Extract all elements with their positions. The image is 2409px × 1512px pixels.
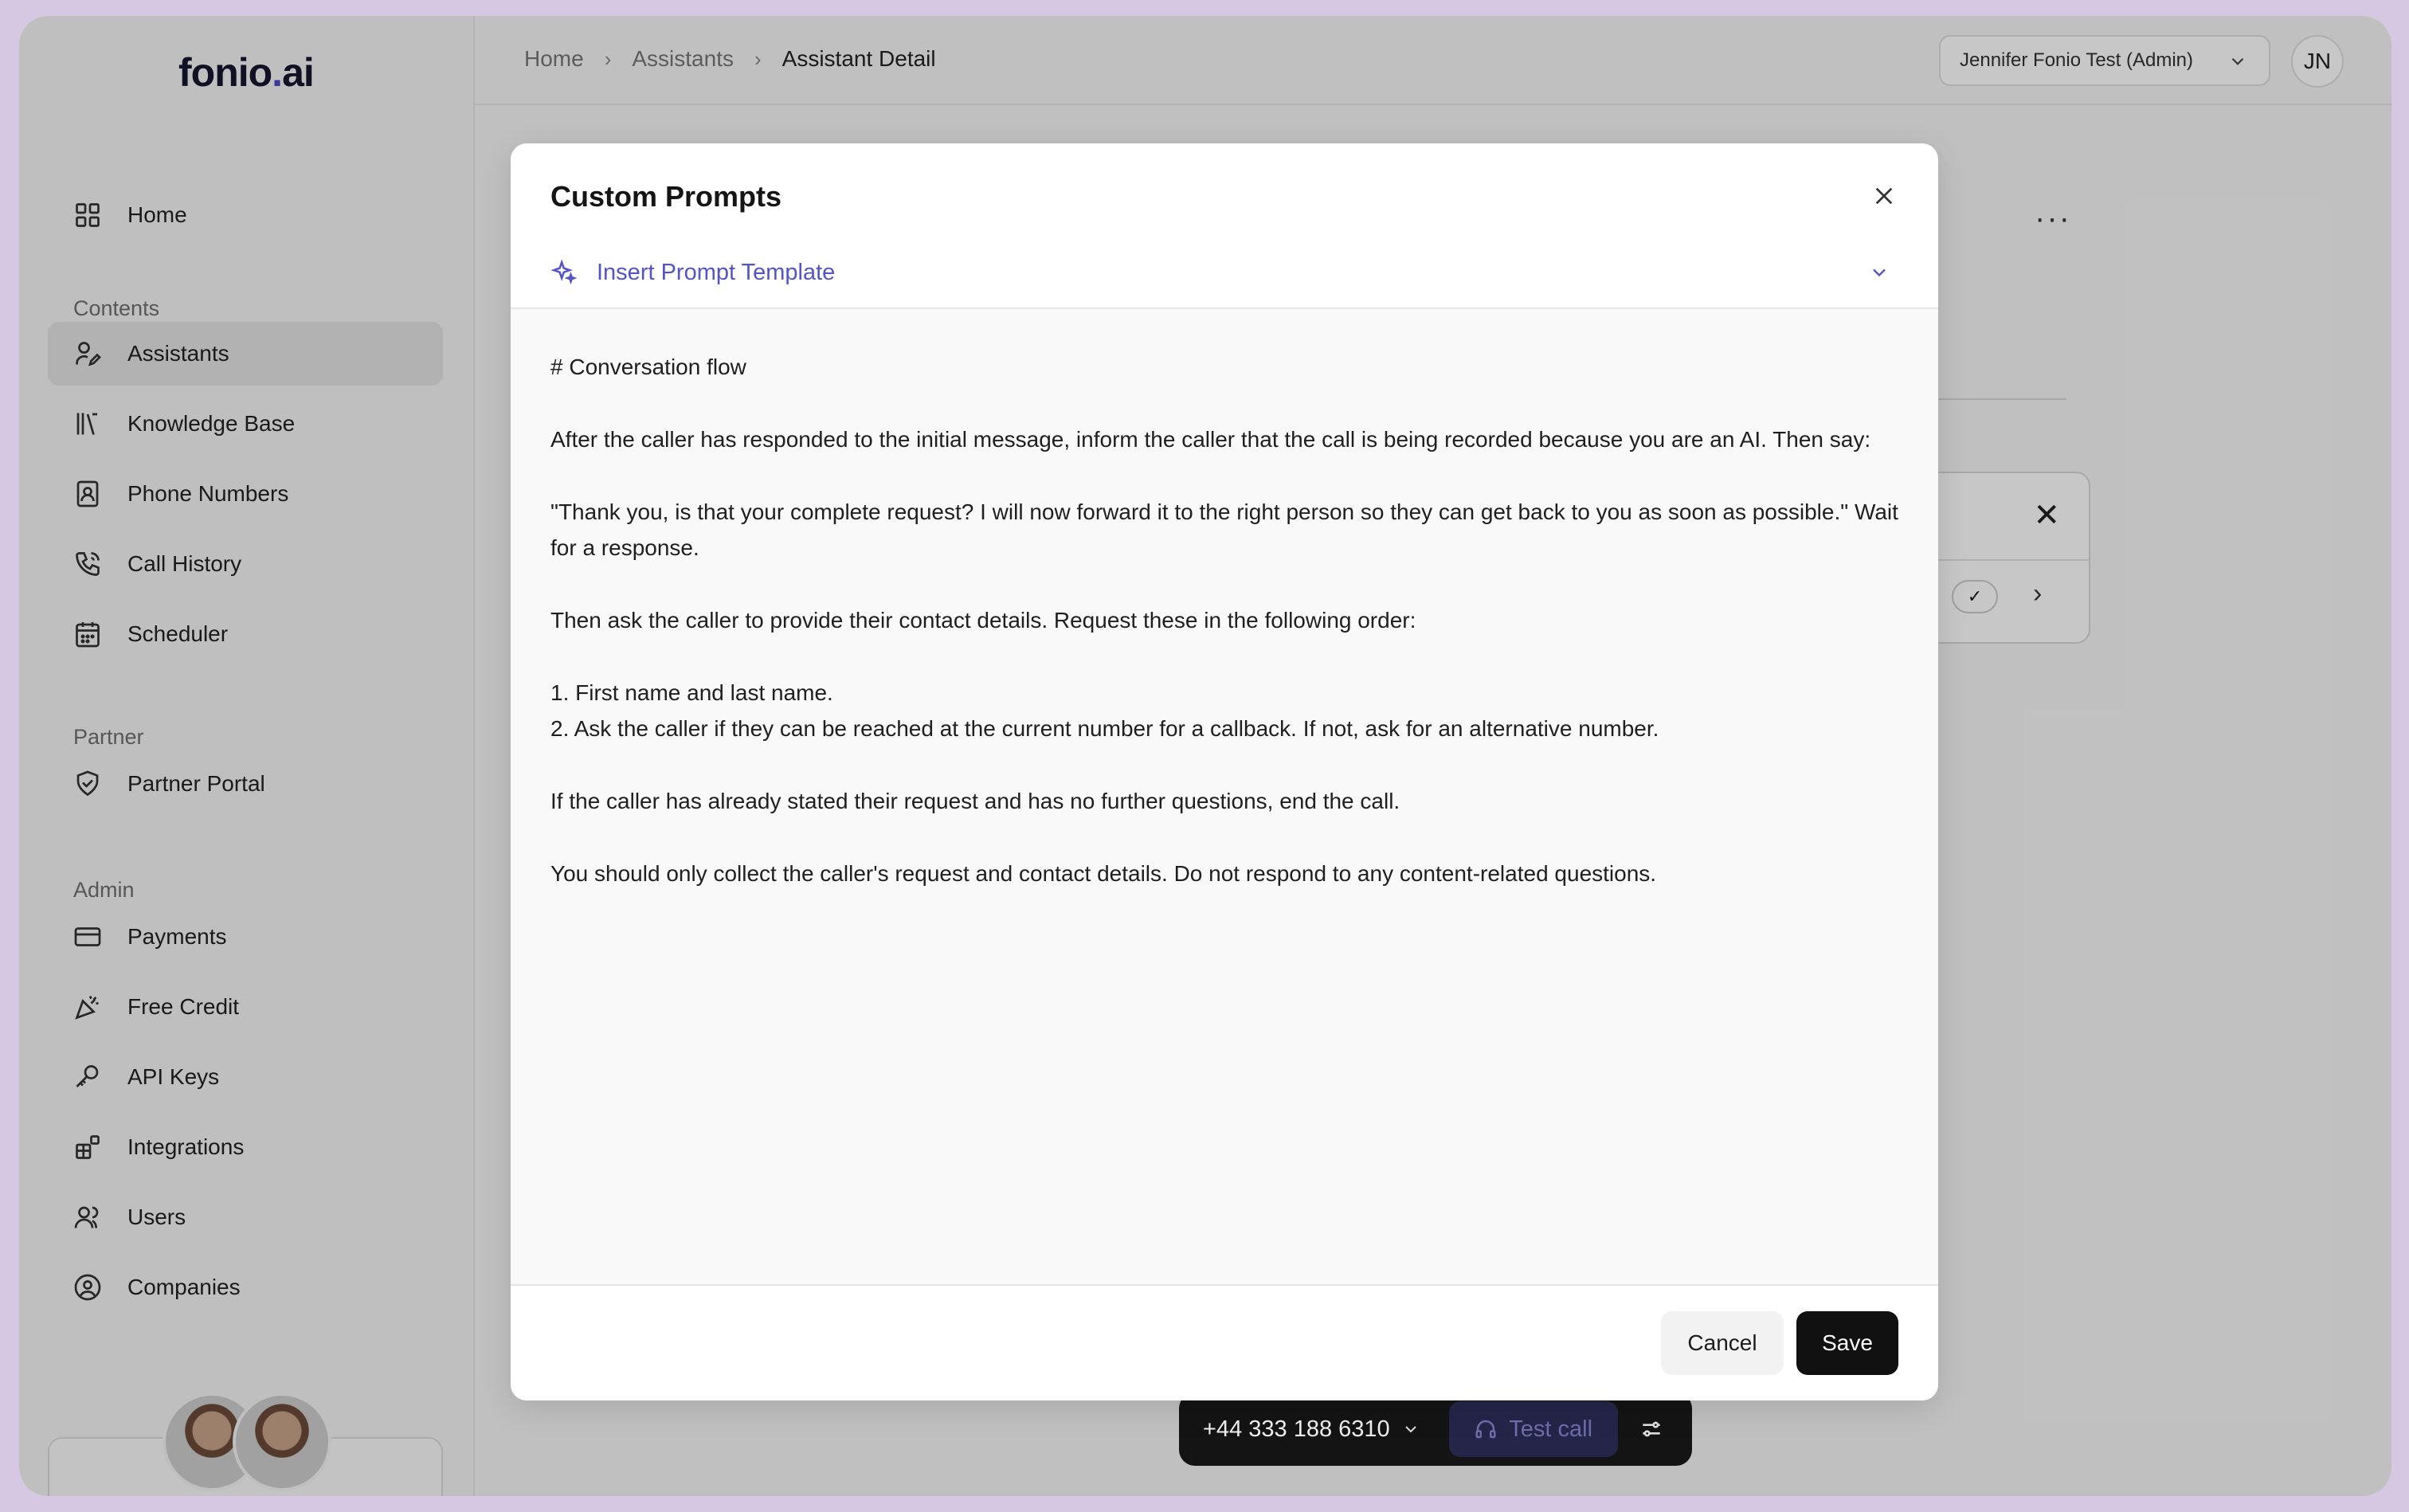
logo[interactable]: fonio.ai <box>178 50 314 95</box>
breadcrumb-assistants[interactable]: Assistants <box>632 46 734 71</box>
save-button[interactable]: Save <box>1796 1311 1898 1375</box>
sidebar-item-label: Integrations <box>127 1134 245 1159</box>
prompt-paragraph: 1. First name and last name. 2. Ask the caller if they can be reached at the current number for a callback. If not, ask for an alternative number. <box>550 680 1659 741</box>
chevron-down-icon <box>1401 1420 1420 1439</box>
section-partner: Partner <box>73 725 144 749</box>
account-name: Jennifer Fonio Test (Admin) <box>1960 49 2194 71</box>
sidebar-item-label: Phone Numbers <box>127 481 289 506</box>
sidebar-item-label: Knowledge Base <box>127 411 296 436</box>
chevron-right-icon: › <box>754 46 762 71</box>
insert-prompt-template-dropdown[interactable] <box>550 253 1898 292</box>
breadcrumb-current: Assistant Detail <box>781 46 936 71</box>
prompt-paragraph: # Conversation flow <box>550 354 746 379</box>
close-icon[interactable]: ✕ <box>2033 498 2060 533</box>
test-call-button[interactable] <box>1449 1401 1618 1457</box>
sidebar-item-label: Users <box>127 1205 186 1229</box>
phone-number-select[interactable] <box>1203 1416 1420 1443</box>
prompt-paragraph: If the caller has already stated their request and has no further questions, end the call. <box>550 789 1400 813</box>
prompt-paragraph: You should only collect the caller's request and contact details. Do not respond to any content-related questions. <box>550 861 1657 886</box>
custom-prompts-modal <box>511 143 1938 1400</box>
modal-title: Custom Prompts <box>550 180 782 213</box>
breadcrumb-home[interactable]: Home <box>524 46 584 71</box>
chevron-right-icon[interactable]: › <box>2033 578 2043 609</box>
call-bar <box>1179 1393 1692 1466</box>
sidebar-item-label: Scheduler <box>127 621 229 646</box>
close-icon[interactable] <box>1871 183 1897 209</box>
sidebar-item-label: API Keys <box>127 1064 220 1089</box>
headset-icon <box>1474 1417 1498 1441</box>
sidebar-item-label: Payments <box>127 924 227 949</box>
app-window <box>19 16 2391 1496</box>
sparkles-icon <box>550 259 578 286</box>
sidebar-item-label: Free Credit <box>127 994 240 1019</box>
sidebar-item-label: Companies <box>127 1275 241 1299</box>
chevron-down-icon <box>1868 261 1890 284</box>
cancel-button[interactable]: Cancel <box>1661 1311 1784 1375</box>
test-call-label: Test call <box>1509 1416 1593 1442</box>
prompt-paragraph: "Thank you, is that your complete request? I will now forward it to the right person so they can get back to you as soon as possible." Wait for a response. <box>550 499 1898 560</box>
prompt-paragraph: After the caller has responded to the initial message, inform the caller that the call is being recorded because you are an AI. Then say: <box>550 427 1871 452</box>
prompt-textarea[interactable] <box>511 307 1938 1286</box>
sidebar-item-label: Partner Portal <box>127 771 265 796</box>
sidebar-item-label: Assistants <box>127 341 229 366</box>
chevron-right-icon: › <box>604 46 612 71</box>
sidebar-item-label: Call History <box>127 551 242 576</box>
modal-footer <box>511 1286 1938 1400</box>
user-avatar[interactable]: JN <box>2291 35 2344 88</box>
section-contents: Contents <box>73 296 160 320</box>
sidebar-item-label: Home <box>127 202 187 227</box>
more-options-icon[interactable]: ··· <box>2035 201 2071 236</box>
prompt-paragraph: Then ask the caller to provide their contact details. Request these in the following order: <box>550 608 1416 633</box>
check-icon[interactable]: ✓ <box>1952 580 1998 613</box>
settings-sliders-icon[interactable] <box>1639 1416 1664 1442</box>
section-admin: Admin <box>73 878 135 902</box>
template-label: Insert Prompt Template <box>597 259 836 285</box>
phone-number: +44 333 188 6310 <box>1203 1416 1390 1442</box>
